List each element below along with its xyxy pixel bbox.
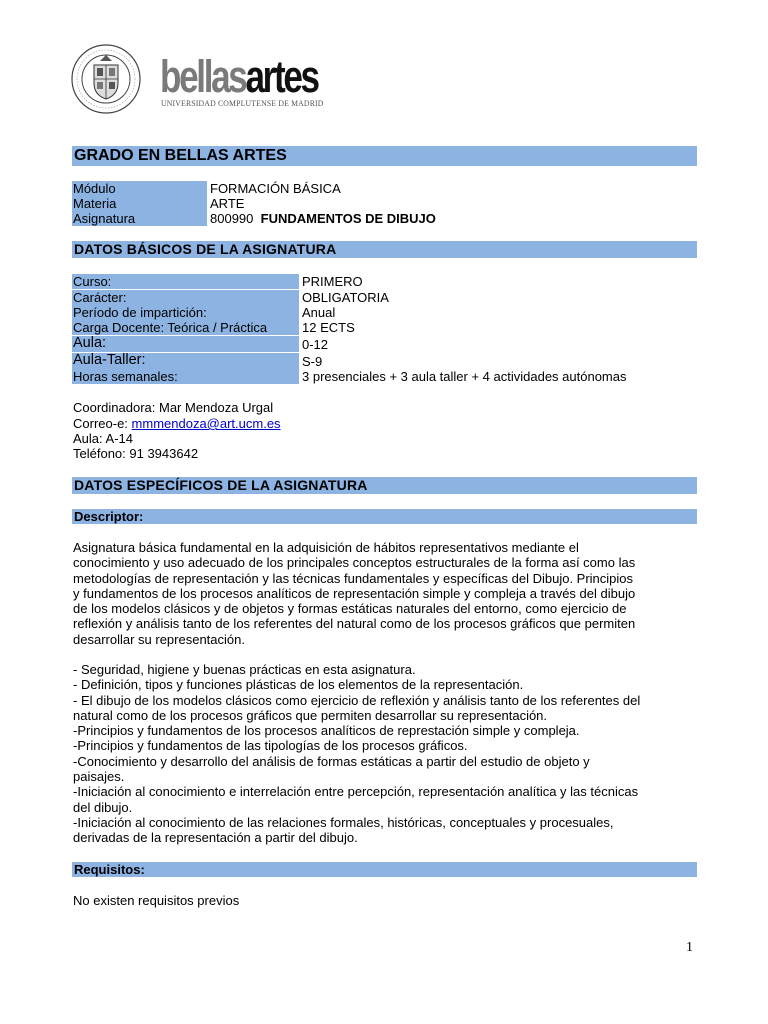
descriptor-line: Asignatura básica fundamental en la adquisición de hábitos representativos mediante el <box>73 540 579 555</box>
descriptor-paragraph <box>73 540 698 647</box>
label-periodo: Período de impartición: <box>72 305 299 320</box>
descriptor-line: y fundamentos de los procesos analíticos de representación simple y compleja a través del dibujo <box>73 585 636 601</box>
email-link[interactable]: mmmendoza@art.ucm.es <box>131 416 281 431</box>
list-item: derivadas de la representación a partir del dibujo. <box>73 830 358 846</box>
descriptor-heading: Descriptor: <box>72 509 697 524</box>
list-item: - Seguridad, higiene y buenas prácticas en esta asignatura. <box>73 662 416 677</box>
list-item: -Iniciación al conocimiento e interrelación entre percepción, representación analítica y las técnicas <box>73 784 639 800</box>
descriptor-line: metodologías de representación y las técnicas fundamentales y específicas del Dibujo. Principios <box>73 570 634 586</box>
label-modulo: Módulo <box>72 181 207 196</box>
list-item: natural como de los procesos gráficos que permiten desarrollar su representación. <box>73 707 548 723</box>
label-carga-docente: Carga Docente: Teórica / Práctica <box>72 320 299 335</box>
label-curso: Curso: <box>72 274 299 289</box>
subject-code: 800990 <box>210 211 254 226</box>
coordinator: Coordinadora: Mar Mendoza Urgal <box>73 400 274 415</box>
list-item: -Iniciación al conocimiento de las relaciones formales, históricas, conceptuales y procesuales, <box>73 814 614 830</box>
email-label: Correo-e: <box>73 416 132 431</box>
list-item: - Definición, tipos y funciones plásticas de los elementos de la representación. <box>73 677 524 693</box>
value-horas-semanales: 3 presenciales + 3 aula taller + 4 actividades autónomas <box>302 369 627 384</box>
label-asignatura: Asignatura <box>72 211 207 226</box>
value-caracter: OBLIGATORIA <box>302 290 389 305</box>
email-line <box>73 416 281 431</box>
phone: Teléfono: 91 3943642 <box>73 446 199 461</box>
descriptor-line: de los modelos clásicos y de objetos y formas estáticas naturales del entorno, como ejercicio de <box>73 601 627 617</box>
logo-text-artes: artes <box>245 51 318 102</box>
logo-text-bellas: bellas <box>160 51 246 102</box>
value-periodo: Anual <box>302 305 336 320</box>
requirements-text: No existen requisitos previos <box>73 893 240 908</box>
label-aula-taller: Aula-Taller: <box>72 353 299 369</box>
label-horas-semanales: Horas semanales: <box>72 369 299 384</box>
university-seal-icon <box>70 43 142 115</box>
label-caracter: Carácter: <box>72 290 299 305</box>
list-item: - El dibujo de los modelos clásicos como ejercicio de reflexión y análisis tanto de los referentes del <box>73 692 641 708</box>
descriptor-line: conocimiento y uso adecuado de los principales conceptos estructurales de la forma así como las <box>73 555 636 571</box>
room: Aula: A-14 <box>73 431 133 446</box>
page-number: 1 <box>686 940 693 955</box>
value-materia: ARTE <box>210 196 245 211</box>
descriptor-line: desarrollar su representación. <box>73 631 245 647</box>
subject-name: FUNDAMENTOS DE DIBUJO <box>260 211 436 226</box>
label-aula: Aula: <box>72 336 299 352</box>
university-name: UNIVERSIDAD COMPLUTENSE DE MADRID <box>161 98 324 108</box>
faculty-logo <box>160 51 362 108</box>
value-aula-taller: S-9 <box>302 354 323 369</box>
list-item: paisajes. <box>73 769 125 785</box>
list-item: del dibujo. <box>73 799 133 815</box>
degree-title: GRADO EN BELLAS ARTES <box>72 146 697 166</box>
list-item: -Principios y fundamentos de los procesos analíticos de represtación simple y compleja. <box>73 723 580 739</box>
section-specific-data: DATOS ESPECÍFICOS DE LA ASIGNATURA <box>72 477 697 494</box>
value-aula: 0-12 <box>302 337 329 352</box>
label-materia: Materia <box>72 196 207 211</box>
value-asignatura <box>210 211 436 226</box>
value-curso: PRIMERO <box>302 274 363 289</box>
list-item: -Principios y fundamentos de las tipologías de los procesos gráficos. <box>73 738 468 754</box>
descriptor-list <box>73 662 698 846</box>
value-modulo: FORMACIÓN BÁSICA <box>210 181 341 196</box>
descriptor-line: reflexión y análisis tanto de los referentes del natural como de los procesos gráficos que permiten <box>73 616 636 632</box>
requirements-heading: Requisitos: <box>72 862 697 877</box>
section-basic-data: DATOS BÁSICOS DE LA ASIGNATURA <box>72 241 697 258</box>
value-carga-docente: 12 ECTS <box>302 320 355 335</box>
list-item: -Conocimiento y desarrollo del análisis de formas estáticas a partir del estudio de objeto y <box>73 753 590 769</box>
